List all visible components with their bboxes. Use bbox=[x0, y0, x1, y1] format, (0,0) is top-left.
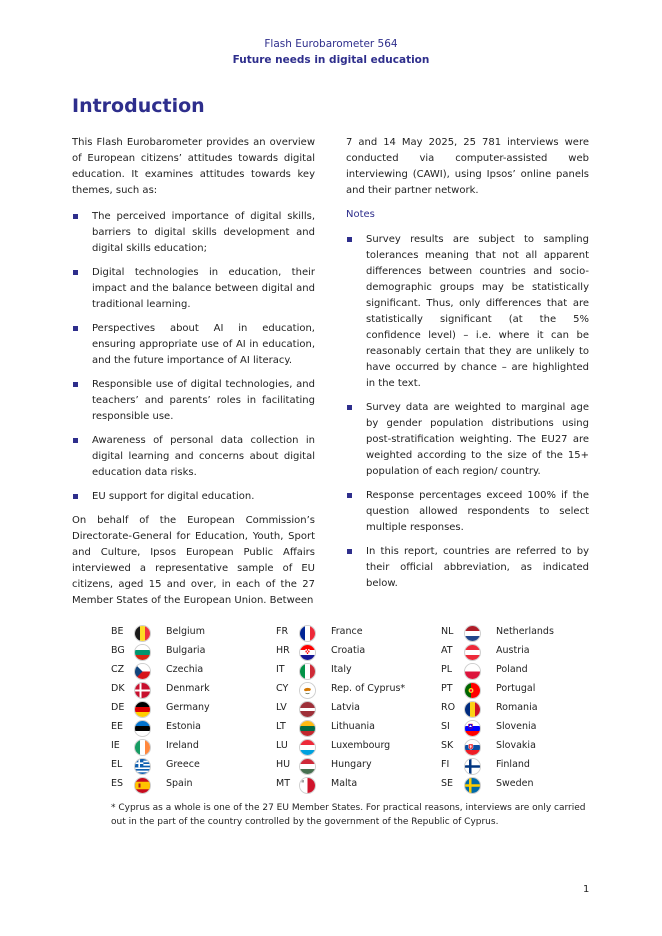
greece-flag-icon bbox=[134, 758, 151, 775]
country-code: LT bbox=[276, 721, 286, 732]
lithuania-flag-icon bbox=[299, 720, 316, 737]
method-paragraph: On behalf of the European Commission’s Directorate-General for Education, Youth, Sport and Culture, Ipsos European Public Affairs interviewed a representative sample of EU citizens, aged 15 and over, in each of the 27 Member States of the European Union. Between bbox=[72, 515, 315, 606]
country-code: CY bbox=[276, 683, 289, 694]
belgium-flag-icon bbox=[134, 625, 151, 642]
country-name: Austria bbox=[496, 645, 530, 656]
country-name: Finland bbox=[496, 759, 530, 770]
intro-paragraph: This Flash Eurobarometer provides an overview of European citizens’ attitudes towards digital education. It examines attitudes towards key themes, such as: bbox=[72, 137, 315, 196]
croatia-flag-icon bbox=[299, 644, 316, 661]
country-code: HU bbox=[276, 759, 291, 770]
country-code: LV bbox=[276, 702, 287, 713]
country-column bbox=[111, 624, 281, 795]
country-name: Hungary bbox=[331, 759, 372, 770]
country-code: EE bbox=[111, 721, 124, 732]
latvia-flag-icon bbox=[299, 701, 316, 718]
sweden-flag-icon bbox=[464, 777, 481, 794]
country-row bbox=[441, 776, 611, 795]
country-code: ES bbox=[111, 778, 124, 789]
country-row bbox=[111, 719, 281, 738]
country-row bbox=[276, 643, 446, 662]
theme-item: Responsible use of digital technologies, and teachers’ and parents’ roles in facilitating responsible use. bbox=[72, 377, 315, 425]
country-row bbox=[276, 681, 446, 700]
country-name: Croatia bbox=[331, 645, 366, 656]
country-row bbox=[111, 700, 281, 719]
country-code: PT bbox=[441, 683, 453, 694]
country-name: Czechia bbox=[166, 664, 204, 675]
country-code: IT bbox=[276, 664, 285, 675]
page-number: 1 bbox=[583, 884, 590, 895]
estonia-flag-icon bbox=[134, 720, 151, 737]
note-item: Survey results are subject to sampling tolerances meaning that not all apparent differences between countries and socio-demographic groups may be statistically significant. Thus, only differences that are statistically significant (at the 5% confidence level) – i.e. where it can be reasonably certain that they are unlikely to have occurred by chance – are highlighted in the text. bbox=[346, 232, 589, 392]
theme-item: EU support for digital education. bbox=[72, 489, 315, 505]
france-flag-icon bbox=[299, 625, 316, 642]
country-row bbox=[441, 662, 611, 681]
country-row bbox=[441, 719, 611, 738]
country-code: EL bbox=[111, 759, 123, 770]
poland-flag-icon bbox=[464, 663, 481, 680]
header-series: Flash Eurobarometer 564 bbox=[264, 38, 398, 50]
spain-flag-icon bbox=[134, 777, 151, 794]
country-name: Poland bbox=[496, 664, 528, 675]
country-code: FI bbox=[441, 759, 450, 770]
country-name: Lithuania bbox=[331, 721, 376, 732]
cyprus-flag-icon bbox=[299, 682, 316, 699]
luxembourg-flag-icon bbox=[299, 739, 316, 756]
left-column bbox=[72, 135, 315, 609]
note-item: Survey data are weighted to marginal age by gender population distributions using post-stratification weighting. The EU27 are weighted according to the size of the 15+ population of each region/ country. bbox=[346, 400, 589, 480]
country-row bbox=[111, 738, 281, 757]
notes-list bbox=[346, 232, 589, 592]
country-name: Estonia bbox=[166, 721, 201, 732]
country-code: HR bbox=[276, 645, 290, 656]
portugal-flag-icon bbox=[464, 682, 481, 699]
hungary-flag-icon bbox=[299, 758, 316, 775]
country-code: RO bbox=[441, 702, 456, 713]
country-name: Bulgaria bbox=[166, 645, 206, 656]
country-row bbox=[276, 719, 446, 738]
theme-item: Digital technologies in education, their impact and the balance between digital and traditional learning. bbox=[72, 265, 315, 313]
country-code: AT bbox=[441, 645, 453, 656]
slovenia-flag-icon bbox=[464, 720, 481, 737]
country-row bbox=[111, 624, 281, 643]
country-code: SK bbox=[441, 740, 454, 751]
country-name: Netherlands bbox=[496, 626, 554, 637]
country-row bbox=[276, 757, 446, 776]
page-title: Introduction bbox=[72, 95, 205, 117]
country-row bbox=[276, 700, 446, 719]
country-code: DE bbox=[111, 702, 125, 713]
denmark-flag-icon bbox=[134, 682, 151, 699]
theme-item: Awareness of personal data collection in digital learning and concerns about digital education data risks. bbox=[72, 433, 315, 481]
notes-heading: Notes bbox=[346, 209, 375, 220]
country-code: SI bbox=[441, 721, 450, 732]
netherlands-flag-icon bbox=[464, 625, 481, 642]
country-row bbox=[276, 776, 446, 795]
country-column bbox=[441, 624, 611, 795]
theme-item: Perspectives about AI in education, ensuring appropriate use of AI in education, and the future importance of AI literacy. bbox=[72, 321, 315, 369]
country-code: BG bbox=[111, 645, 125, 656]
country-row bbox=[441, 757, 611, 776]
themes-list bbox=[72, 209, 315, 505]
country-name: Italy bbox=[331, 664, 352, 675]
country-name: Germany bbox=[166, 702, 210, 713]
right-column bbox=[346, 135, 589, 600]
country-code: BE bbox=[111, 626, 124, 637]
country-name: Slovenia bbox=[496, 721, 537, 732]
header-report-title: Future needs in digital education bbox=[232, 54, 430, 66]
germany-flag-icon bbox=[134, 701, 151, 718]
country-row bbox=[276, 662, 446, 681]
country-row bbox=[276, 738, 446, 757]
country-code: DK bbox=[111, 683, 125, 694]
country-code: SE bbox=[441, 778, 454, 789]
country-name: Ireland bbox=[166, 740, 199, 751]
country-row bbox=[111, 757, 281, 776]
country-code: NL bbox=[441, 626, 454, 637]
country-name: Malta bbox=[331, 778, 358, 789]
country-name: Denmark bbox=[166, 683, 210, 694]
italy-flag-icon bbox=[299, 663, 316, 680]
country-row bbox=[111, 662, 281, 681]
note-item: In this report, countries are referred to by their official abbreviation, as indicated below. bbox=[346, 544, 589, 592]
country-row bbox=[276, 624, 446, 643]
country-name: Sweden bbox=[496, 778, 534, 789]
country-name: Luxembourg bbox=[331, 740, 391, 751]
country-row bbox=[441, 738, 611, 757]
method-paragraph-continued: 7 and 14 May 2025, 25 781 interviews were conducted via computer-assisted web interviewing (CAWI), using Ipsos’ online panels and their partner network. bbox=[346, 137, 589, 196]
country-row bbox=[441, 700, 611, 719]
country-row bbox=[111, 643, 281, 662]
country-name: Greece bbox=[166, 759, 200, 770]
country-code: FR bbox=[276, 626, 289, 637]
finland-flag-icon bbox=[464, 758, 481, 775]
country-row bbox=[111, 681, 281, 700]
note-item: Response percentages exceed 100% if the question allowed respondents to select multiple responses. bbox=[346, 488, 589, 536]
bulgaria-flag-icon bbox=[134, 644, 151, 661]
country-code: MT bbox=[276, 778, 290, 789]
country-code: IE bbox=[111, 740, 120, 751]
country-name: Latvia bbox=[331, 702, 360, 713]
country-name: Belgium bbox=[166, 626, 205, 637]
country-code: PL bbox=[441, 664, 453, 675]
ireland-flag-icon bbox=[134, 739, 151, 756]
austria-flag-icon bbox=[464, 644, 481, 661]
theme-item: The perceived importance of digital skills, barriers to digital skills development and digital skills education; bbox=[72, 209, 315, 257]
malta-flag-icon bbox=[299, 777, 316, 794]
cyprus-footnote: * Cyprus as a whole is one of the 27 EU Member States. For practical reasons, interviews are only carried out in the part of the country controlled by the government of the Republic of Cyprus. bbox=[111, 803, 586, 827]
country-name: Portugal bbox=[496, 683, 536, 694]
slovakia-flag-icon bbox=[464, 739, 481, 756]
country-row bbox=[441, 624, 611, 643]
czechia-flag-icon bbox=[134, 663, 151, 680]
country-name: France bbox=[331, 626, 363, 637]
country-code: LU bbox=[276, 740, 288, 751]
country-name: Romania bbox=[496, 702, 538, 713]
country-name: Spain bbox=[166, 778, 193, 789]
country-row bbox=[441, 681, 611, 700]
romania-flag-icon bbox=[464, 701, 481, 718]
country-row bbox=[441, 643, 611, 662]
country-name: Slovakia bbox=[496, 740, 536, 751]
country-name: Rep. of Cyprus* bbox=[331, 683, 406, 694]
country-row bbox=[111, 776, 281, 795]
country-column bbox=[276, 624, 446, 795]
country-code: CZ bbox=[111, 664, 125, 675]
